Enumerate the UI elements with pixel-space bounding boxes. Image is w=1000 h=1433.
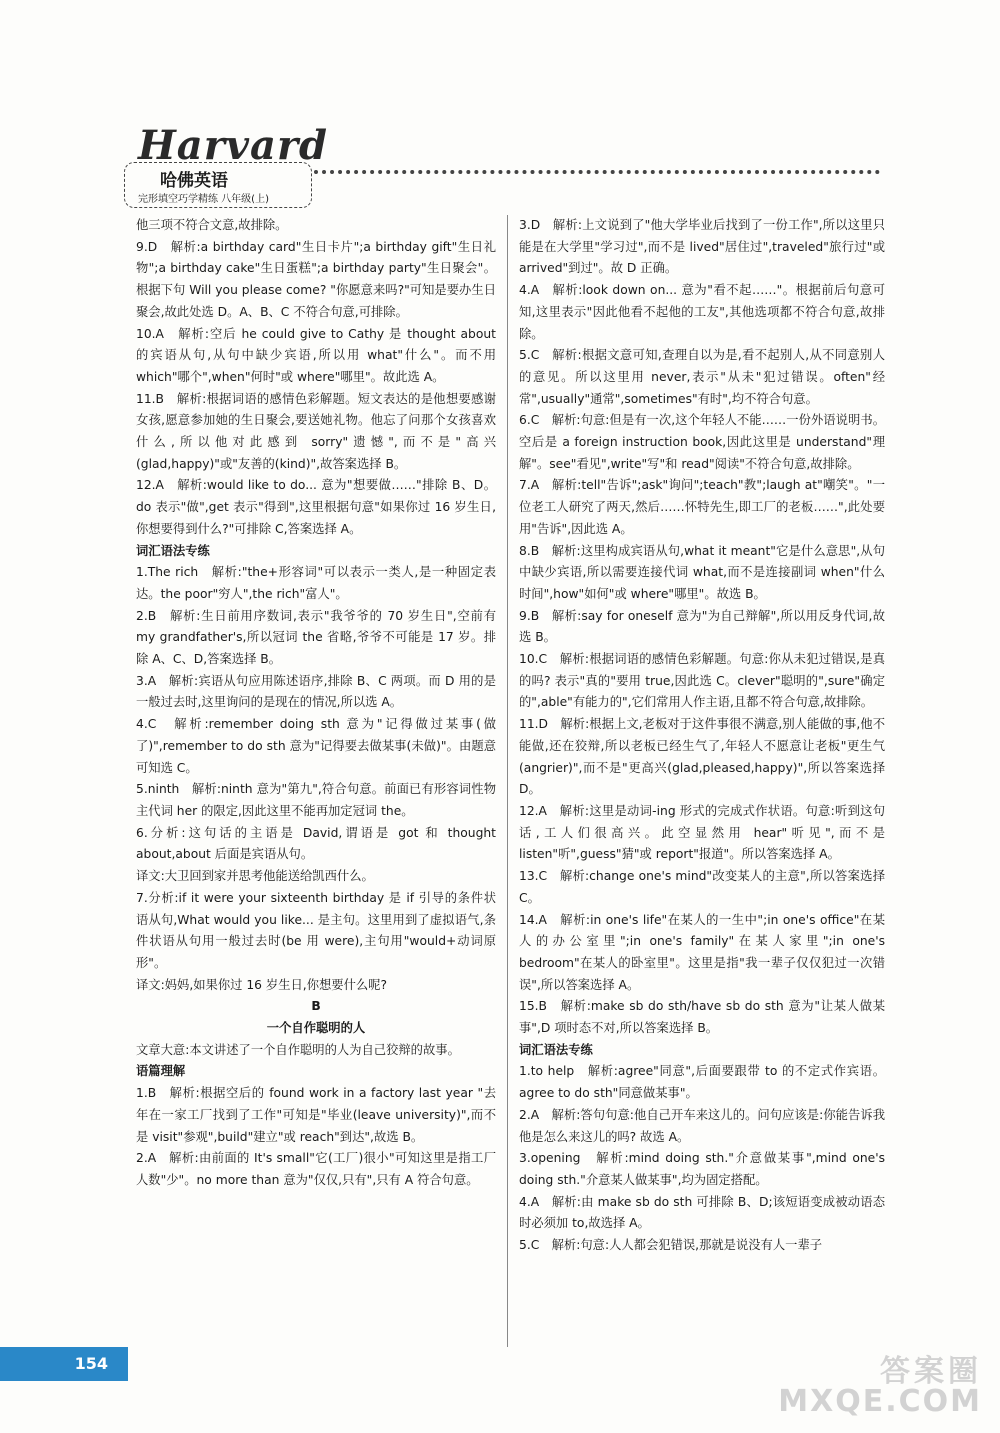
book-subtitle: 完形填空巧学精练 八年级(上) <box>138 194 269 205</box>
section-heading: 词汇语法专练 <box>136 543 210 558</box>
page-header <box>110 118 890 208</box>
section-heading: 词汇语法专练 <box>519 1042 593 1057</box>
logo-chinese-title: 哈佛英语 <box>160 171 228 191</box>
answer-paragraph: 1.The rich 解析:"the+形容词"可以表示一类人,是一种固定表达。the poor"穷人",the rich"富人"。 <box>136 565 496 601</box>
answer-paragraph: 7.A 解析:tell"告诉";ask"询问";teach"教";laugh at"嘲笑"。"一位老工人研究了两天,然后……怀特先生,即工厂的老板……",此处要用"告诉",因此选 A。 <box>519 478 885 536</box>
answer-paragraph: 3.opening 解析:mind doing sth."介意做某事",mind one's doing sth."介意某人做某事",均为固定搭配。 <box>519 1151 885 1187</box>
left-column <box>136 215 496 1192</box>
answer-paragraph: 3.D 解析:上文说到了"他大学毕业后找到了一份工作",所以这里只能是在大学里"学习过",而不是 lived"居住过",traveled"旅行过"或 arrived"到过"。故 D 正确。 <box>519 218 885 276</box>
answer-paragraph: 3.A 解析:宾语从句应用陈述语序,排除 B、C 两项。而 D 用的是一般过去时,这里询问的是现在的情况,所以选 A。 <box>136 673 496 710</box>
harvard-logo-word: Harvard <box>138 122 328 169</box>
answer-paragraph: 5.C 解析:根据文意可知,查理自以为是,看不起别人,从不同意别人的意见。所以这里用 never,表示"从未"犯过错误。often"经常",usually"通常",sometimes"有时",均不符合句意。 <box>519 348 885 406</box>
answer-paragraph: 文章大意:本文讲述了一个自作聪明的人为自己狡辩的故事。 <box>136 1042 460 1057</box>
answer-paragraph: 15.B 解析:make sb do sth/have sb do sth 意为"让某人做某事",D 项时态不对,所以答案选择 B。 <box>519 999 885 1036</box>
answer-paragraph: 2.A 解析:由前面的 It's small"它(工厂)很小"可知这里是指工厂人数"少"。no more than 意为"仅仅,只有",只有 A 符合句意。 <box>136 1151 496 1187</box>
answer-paragraph: 译文:妈妈,如果你过 16 岁生日,你想要什么呢? <box>136 977 387 992</box>
watermark-line-1: 答案圈 <box>880 1354 982 1389</box>
watermark <box>778 1354 982 1419</box>
right-column <box>519 215 885 1257</box>
section-heading: 一个自作聪明的人 <box>266 1021 366 1036</box>
answer-paragraph: 他三项不符合文意,故排除。 <box>136 218 288 232</box>
answer-paragraph: 4.A 解析:由 make sb do sth 可排除 B、D;该短语变成被动语态时必须加 to,故选择 A。 <box>519 1194 885 1231</box>
answer-paragraph: 10.C 解析:根据词语的感情色彩解题。句意:你从未犯过错误,是真的吗? 表示"真的"要用 true,因此选 C。clever"聪明的",sure"确定的",able"有能力的",它们常用人作主语,且都不符合句意,故排除。 <box>519 652 885 710</box>
answer-paragraph: 2.B 解析:生日前用序数词,表示"我爷爷的 70 岁生日",空前有 my grandfather's,所以冠词 the 省略,爷爷不可能是 17 岁。排除 A、C、D,答案选择 B。 <box>136 608 496 667</box>
answer-paragraph: 8.B 解析:这里构成宾语从句,what it meant"它是什么意思",从句中缺少宾语,所以需要连接代词 what,而不是连接副词 when"什么时间",how"如何"或 where"哪里"。故选 B。 <box>519 543 885 601</box>
answer-paragraph: 10.A 解析:空后 he could give to Cathy 是 thought about 的宾语从句,从句中缺少宾语,所以用 what"什么"。而不用 which"哪个",when"何时"或 where"哪里"。故此选 A。 <box>136 326 496 384</box>
answer-paragraph: 11.B 解析:根据词语的感情色彩解题。短文表达的是他想要感谢女孩,愿意参加她的生日聚会,要送她礼物。他忘了问那个女孩喜欢什么,所以他对此感到 sorry"遗憾",而不是"高兴(glad,happy)"或"友善的(kind)",故答案选择 B。 <box>136 391 496 471</box>
header-dotted-rule <box>314 170 880 174</box>
answer-paragraph: 11.D 解析:根据上文,老板对于这件事很不满意,别人能做的事,他不能做,还在狡辩,所以老板已经生气了,年轻人不愿意让老板"更生气(angrier)",而不是"更高兴(glad,pleased,happy)",所以答案选择 D。 <box>519 717 885 797</box>
answer-paragraph: 7.分析:if it were your sixteenth birthday 是 if 引导的条件状语从句,What would you like... 是主句。这里用到了虚拟语气,条件状语从句用一般过去时(be 用 were),主句用"would+动词原形"。 <box>136 890 496 970</box>
answer-paragraph: 6.C 解析:句意:但是有一次,这个年轻人不能……一份外语说明书。空后是 a foreign instruction book,因此这里是 understand"理解"。see"看见",write"写"和 read"阅读"不符合句意,故排除。 <box>519 413 885 471</box>
answer-paragraph: 4.C 解析:remember doing sth 意为"记得做过某事(做了)",remember to do sth 意为"记得要去做某事(未做)"。由题意可知选 C。 <box>136 717 496 775</box>
answer-paragraph: 6.分析:这句话的主语是 David,谓语是 got 和 thought about,about 后面是宾语从句。 <box>136 825 496 862</box>
answer-paragraph: 13.C 解析:change one's mind"改变某人的主意",所以答案选择 C。 <box>519 869 885 905</box>
answer-paragraph: 1.to help 解析:agree"同意",后面要跟带 to 的不定式作宾语。agree to do sth"同意做某事"。 <box>519 1064 885 1101</box>
answer-paragraph: 9.D 解析:a birthday card"生日卡片";a birthday gift"生日礼物";a birthday cake"生日蛋糕";a birthday party"生日聚会"。根据下句 Will you please come? "你愿意来吗?"可知是要办生日聚会,故此处选 D。A、B、C 不符合句意,可排除。 <box>136 239 496 319</box>
column-divider <box>507 215 508 1347</box>
answer-paragraph: 12.A 解析:这里是动词-ing 形式的完成式作状语。句意:听到这句话,工人们很高兴。此空显然用 hear"听见",而不是 listen"听",guess"猜"或 report"报道"。所以答案选择 A。 <box>519 803 885 862</box>
answer-paragraph: 14.A 解析:in one's life"在某人的一生中";in one's office"在某人的办公室里";in one's family"在某人家里";in one's bedroom"在某人的卧室里"。这里是指"我一辈子仅仅犯过一次错误",所以答案选择 A。 <box>519 912 885 992</box>
section-heading: B <box>311 999 321 1014</box>
page-number: 154 <box>0 1347 128 1381</box>
answer-paragraph: 2.A 解析:答句句意:他自己开车来这儿的。问句应该是:你能告诉我他是怎么来这儿的吗? 故选 A。 <box>519 1107 885 1144</box>
watermark-line-2: MXQE.COM <box>778 1384 982 1419</box>
answer-paragraph: 译文:大卫回到家并思考他能送给凯西什么。 <box>136 869 374 884</box>
section-heading: 语篇理解 <box>136 1064 186 1079</box>
answer-paragraph: 9.B 解析:say for oneself 意为"为自己辩解",所以用反身代词,故选 B。 <box>519 608 885 645</box>
answer-paragraph: 4.A 解析:look down on... 意为"看不起……"。根据前后句意可知,这里表示"因此他看不起他的工友",其他选项都不符合句意,故排除。 <box>519 283 885 341</box>
answer-paragraph: 5.ninth 解析:ninth 意为"第九",符合句意。前面已有形容词性物主代词 her 的限定,因此这里不能再加定冠词 the。 <box>136 782 496 818</box>
answer-paragraph: 5.C 解析:句意:人人都会犯错误,那就是说没有人一辈子 <box>519 1238 823 1253</box>
answer-paragraph: 1.B 解析:根据空后的 found work in a factory last year "去年在一家工厂找到了工作"可知是"毕业(leave university)",而不是 visit"参观",build"建立"或 reach"到达",故选 B。 <box>136 1086 496 1144</box>
answer-paragraph: 12.A 解析:would like to do... 意为"想要做……"排除 B、D。do 表示"做",get 表示"得到",这里根据句意"如果你过 16 岁生日,你想要得到什么?"可排除 C,答案选择 A。 <box>136 478 496 536</box>
